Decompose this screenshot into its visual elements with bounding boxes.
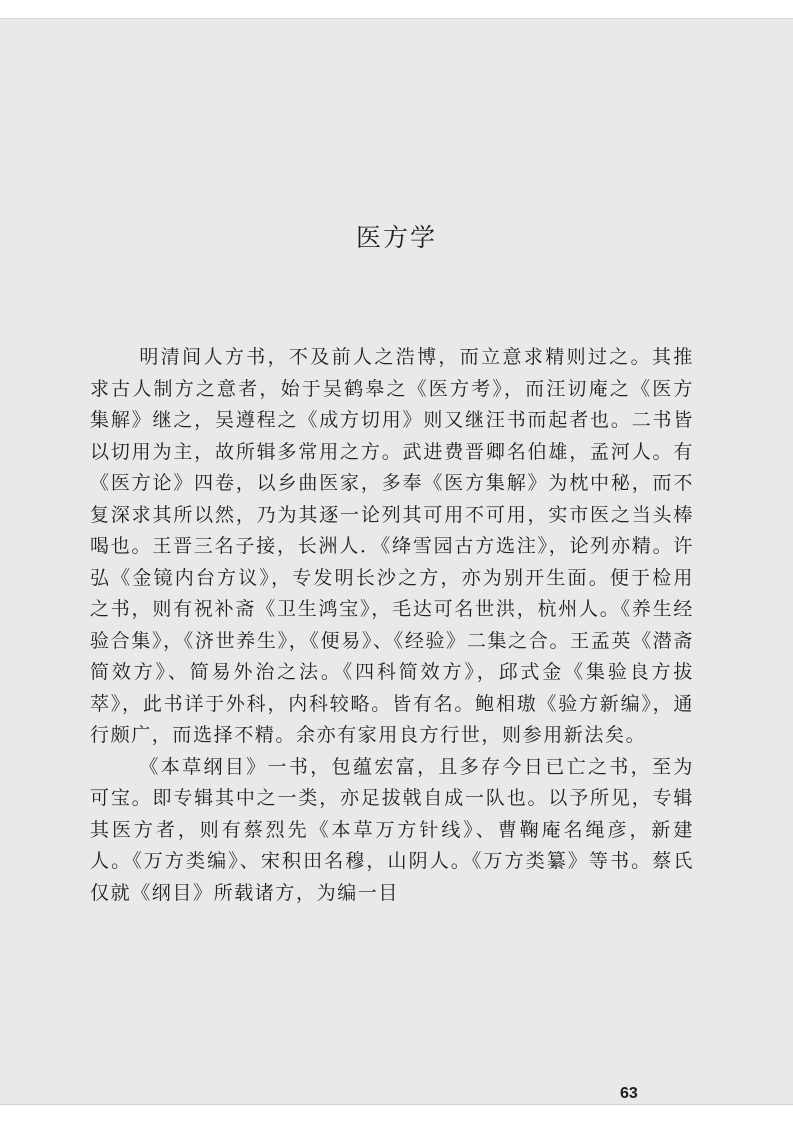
- page-title: 医方学: [355, 223, 437, 252]
- page-number: 63: [620, 1085, 638, 1102]
- body-text: [90, 342, 694, 909]
- book-page: [0, 18, 793, 1105]
- paragraph-2: 《本草纲目》一书，包蕴宏富，且多存今日已亡之书，至为可宝。即专辑其中之一类，亦足拔戟自成一队也。以予所见，专辑其医方者，则有蔡烈先《本草万方针线》、曹鞠庵名绳彦，新建人。《万方类编》、宋积田名穆，山阴人。《万方类纂》等书。蔡氏仅就《纲目》所载诸方，为编一目: [90, 755, 694, 904]
- paragraph-1: 明清间人方书，不及前人之浩博，而立意求精则过之。其推求古人制方之意者，始于吴鹤皋之《医方考》，而汪讱庵之《医方集解》继之，吴遵程之《成方切用》则又继汪书而起者也。二书皆以切用为主，故所辑多常用之方。武进费晋卿名伯雄，孟河人。有《医方论》四卷，以乡曲医家，多奉《医方集解》为枕中秘，而不复深求其所以然，乃为其逐一论列其可用不可用，实市医之当头棒喝也。王晋三名子接，长洲人．《绛雪园古方选注》，论列亦精。许弘《金镜内台方议》，专发明长沙之方，亦为别开生面。便于检用之书，则有祝补斋《卫生鸿宝》，毛达可名世洪，杭州人。《养生经验合集》，《济世养生》，《便易》、《经验》二集之合。王孟英《潜斋简效方》、简易外治之法。《四科简效方》，邱式金《集验良方拔萃》，此书详于外科，内科较略。皆有名。鲍相璈《验方新编》，通行颇广，而选择不精。余亦有家用良方行世，则参用新法矣。: [90, 346, 694, 746]
